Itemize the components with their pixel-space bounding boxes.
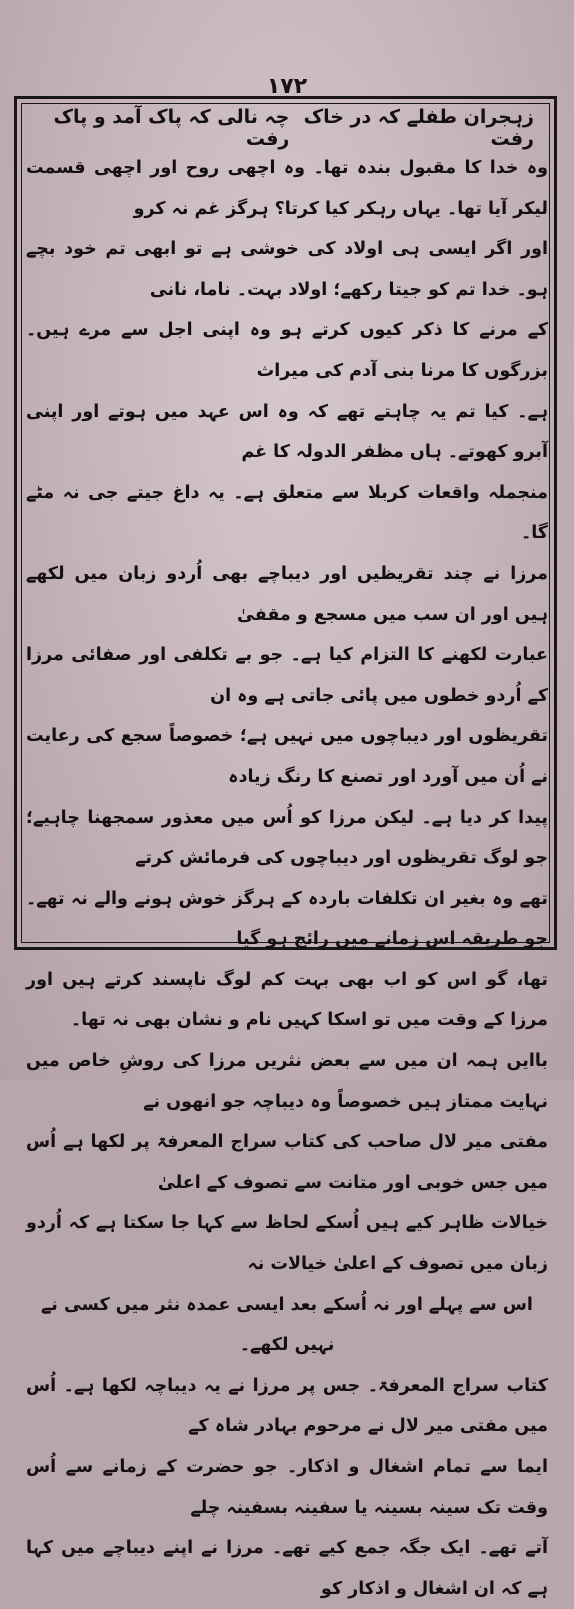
persian-verse [40,106,534,150]
page-number: ۱۷۲ [266,74,308,99]
text-line-4: ہے۔ کیا تم یہ چاہتے تھے کہ وہ اس عہد میں ہوتے اور اپنی آبرو کھوتے۔ ہاں مظفر الدولہ کا غم [26,401,548,463]
text-line-16: کتاب سراج المعرفۃ۔ جس پر مرزا نے یہ دیباچہ لکھا ہے۔ اُس میں مفتی میر لال نے مرحوم بہادر شاہ کے [26,1375,548,1437]
text-line-15: اس سے پہلے اور نہ اُسکے بعد ایسی عمدہ نثر میں کسی نے نہیں لکھے۔ [41,1294,533,1356]
text-line-2: اور اگر ایسی ہی اولاد کی خوشی ہے تو ابھی تم خود بچے ہو۔ خدا تم کو جیتا رکھے؛ اولاد بہت۔ ناما، نانی [26,239,548,300]
text-line-13: مفتی میر لال صاحب کی کتاب سراج المعرفۃ پر لکھا ہے اُس میں جس خوبی اور متانت سے تصوف کے اعلیٰ [26,1132,548,1193]
text-line-10: تھے وہ بغیر ان تکلفات باردہ کے ہرگز خوش ہونے والے نہ تھے۔ جو طریقہ اس زمانے میں رائج ہو گیا [26,888,548,950]
text-line-12: باایں ہمہ ان میں سے بعض نثریں مرزا کی روشِ خاص میں نہایت ممتاز ہیں خصوصاً وہ دیباچہ جو انھوں نے [26,1051,548,1112]
text-line-8: تقریظوں اور دیباچوں میں نہیں ہے؛ خصوصاً سجع کی رعایت نے اُن میں آورد اور تصنع کا رنگ زیادہ [26,726,548,787]
body-text [26,148,548,1609]
verse-first-hemistich: زہجران طفلے کہ در خاک رفت [303,106,534,150]
text-line-9: پیدا کر دیا ہے۔ لیکن مرزا کو اُس میں معذور سمجھنا چاہیے؛ جو لوگ تقریظوں اور دیباچوں کی فرمائش کرتے [26,807,548,869]
text-line-14: خیالات ظاہر کیے ہیں اُسکے لحاظ سے کہا جا سکتا ہے کہ اُردو زبان میں تصوف کے اعلیٰ خیالات نہ [26,1213,548,1275]
text-line-17: ایما سے تمام اشغال و اذکار۔ جو حضرت کے زمانے سے اُس وقت تک سینہ بسینہ یا سفینہ بسفینہ چلے [26,1457,548,1518]
verse-second-hemistich: چہ نالی کہ پاک آمد و پاک رفت [53,106,290,150]
text-line-6: مرزا نے چند تقریظیں اور دیباچے بھی اُردو زبان میں لکھے ہیں اور ان سب میں مسجع و مقفیٰ [26,563,548,625]
text-line-3: کے مرنے کا ذکر کیوں کرتے ہو وہ اپنی اجل سے مرے ہیں۔ بزرگوں کا مرنا بنی آدم کی میراث [26,320,548,381]
text-line-5: منجملہ واقعات کربلا سے متعلق ہے۔ یہ داغ جیتے جی نہ مٹے گا۔ [26,482,548,544]
text-line-1: وہ خدا کا مقبول بندہ تھا۔ وہ اچھی روح اور اچھی قسمت لیکر آیا تھا۔ یہاں رہکر کیا کرتا؟ ہرگز غم نہ کرو [26,158,548,219]
text-line-11: تھا، گو اس کو اب بھی بہت کم لوگ ناپسند کرتے ہیں اور مرزا کے وقت میں تو اسکا کہیں نام و نشان بھی نہ تھا۔ [26,969,548,1031]
text-line-7: عبارت لکھنے کا التزام کیا ہے۔ جو بے تکلفی اور صفائی مرزا کے اُردو خطوں میں پائی جاتی ہے وہ ان [26,645,548,706]
text-line-18: آتے تھے۔ ایک جگہ جمع کیے تھے۔ مرزا نے اپنے دیباچے میں کہا ہے کہ ان اشغال و اذکار کو [26,1538,548,1599]
